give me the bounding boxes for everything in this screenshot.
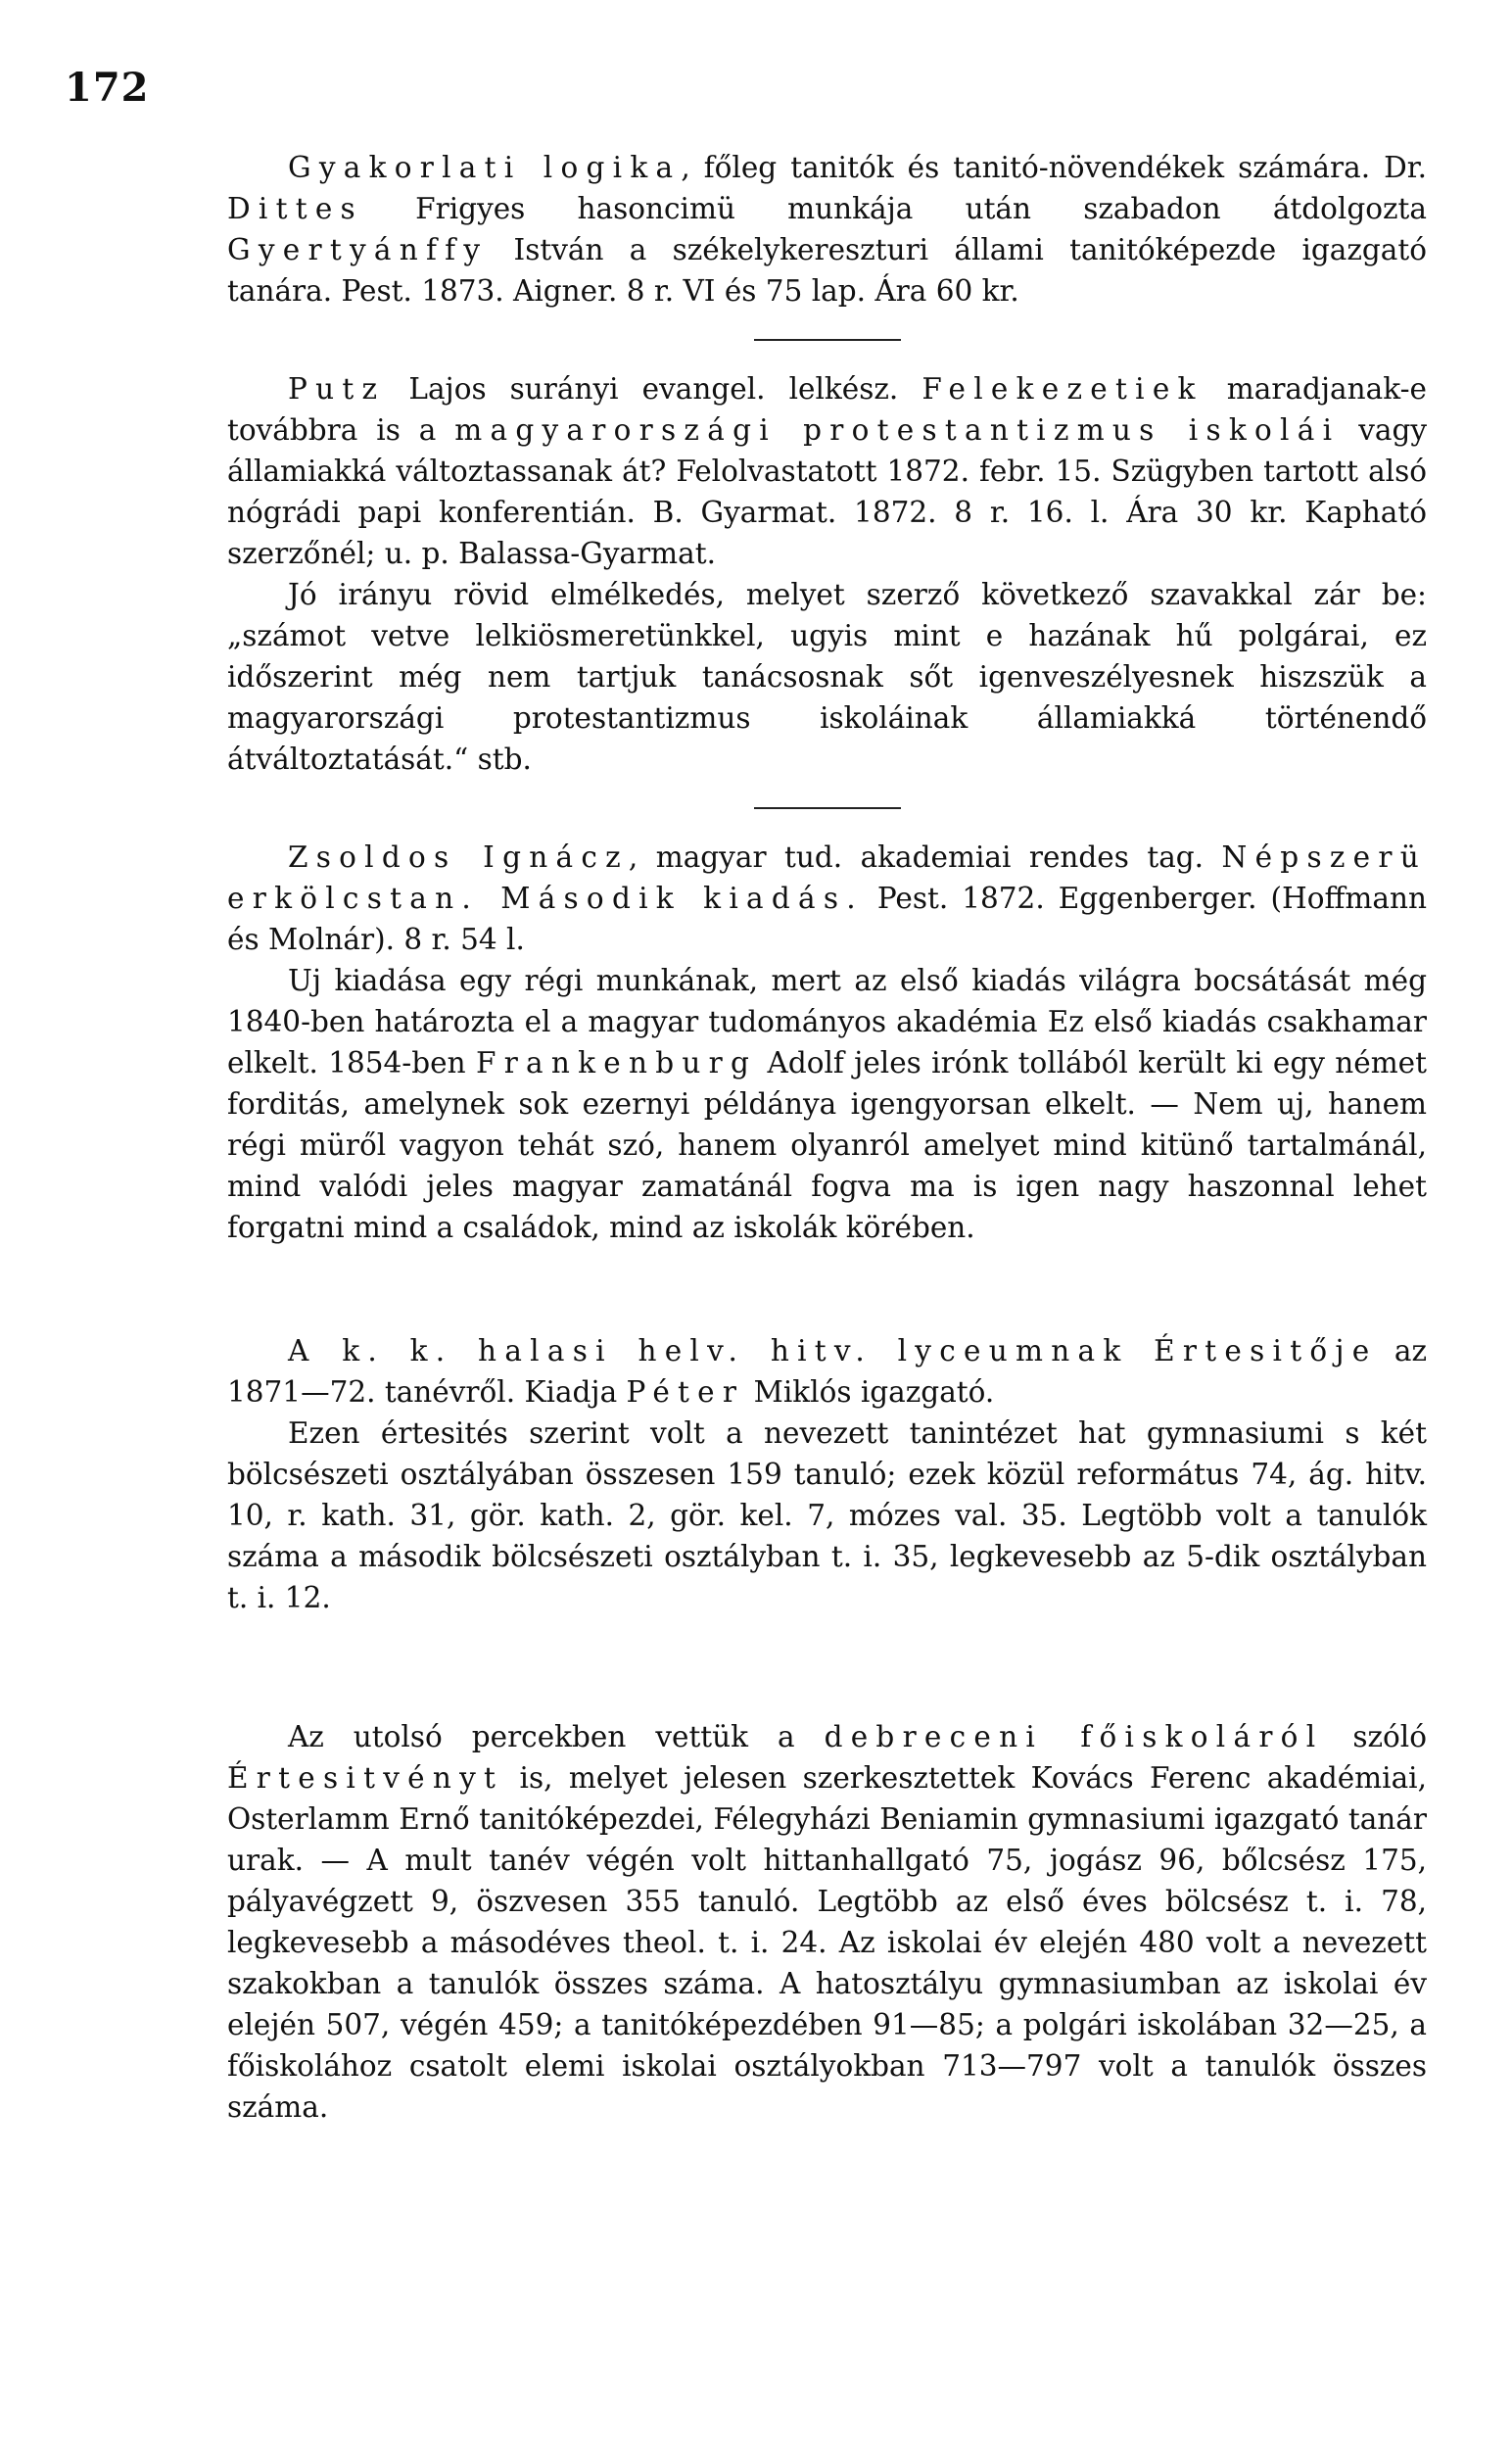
section-gap xyxy=(227,1618,1427,1716)
entry-paragraph xyxy=(227,1330,1427,1413)
entry-text: Adolf jeles irónk tollából került ki egy német forditás, amelynek sok ezernyi példánya igengyorsan elkelt. — Nem uj, hanem régi müről vagyon tehát szó, hanem olyanról amelyet mind kitünő tartalmánál, mind valódi jeles magyar zamatánál fogva ma is igen nagy haszonnal lehet forgatni mind a családok, mind az iskolák körében. xyxy=(227,1046,1427,1244)
entry-paragraph xyxy=(227,837,1427,960)
entry-putz-lajos xyxy=(227,368,1427,780)
entry-text: Uj kiadása egy régi munkának, mert az első kiadás világra bocsátását még 1840-ben határozta el a magyar tudományos akadémia Ez első kiadás csakhamar elkelt. 1854-ben xyxy=(227,964,1427,1079)
page-content xyxy=(227,147,1427,2128)
author-name: Gyertyánffy xyxy=(227,233,489,266)
section-divider xyxy=(754,339,901,341)
entry-text: vagy államiakká változtassanak át? Felolvastatott 1872. febr. 15. Szügyben tartott alsó nógrádi papi konferentián. B. Gyarmat. 1872. 8 r. 16. l. Ára 30 kr. Kapható szerzőnél; u. p. Balassa-Gyarmat. xyxy=(227,413,1427,570)
entry-text: , főleg tanitók és tanitó-növendékek számára. Dr. xyxy=(681,151,1427,184)
entry-text: Az utolsó percekben vettük a xyxy=(288,1720,825,1753)
entry-paragraph xyxy=(227,147,1427,312)
entry-paragraph: Ezen értesités szerint volt a nevezett tanintézet hat gymnasiumi s két bölcsészeti osztályában összesen 159 tanuló; ezek közül református 74, ág. hitv. 10, r. kath. 31, gör. kath. 2, gör. kel. 7, mózes val. 35. Legtöbb volt a tanulók száma a második bölcsészeti osztályban t. i. 35, legkevesebb az 5-dik osztályban t. i. 12. xyxy=(227,1416,1427,1614)
author-name: Péter xyxy=(626,1375,745,1409)
entry-text: Miklós igazgató. xyxy=(744,1375,995,1409)
entry-text: szóló xyxy=(1323,1720,1428,1753)
author-name: Zsoldos Ignácz xyxy=(288,840,629,874)
entry-halasi-lyceum xyxy=(227,1330,1427,1618)
page-number: 172 xyxy=(65,65,150,111)
entry-title: magyarországi protestantizmus iskolái xyxy=(454,413,1341,447)
entry-paragraph xyxy=(227,960,1427,1248)
entry-gyakorlati-logika xyxy=(227,147,1427,312)
author-name: Frankenburg xyxy=(475,1046,758,1079)
section-gap xyxy=(227,1248,1427,1330)
entry-text: az 1871—72. tanévről. Kiadja xyxy=(227,1334,1427,1409)
entry-text: , magyar tud. akademiai rendes tag. xyxy=(628,840,1222,874)
author-name: Dittes xyxy=(227,192,363,225)
entry-text: Pest. 1872. Eggenberger. (Hoffmann és Molnár). 8 r. 54 l. xyxy=(227,882,1427,956)
entry-title: Népszerü erkölcstan. Második kiadás. xyxy=(227,840,1427,915)
entry-title: Felekezetiek xyxy=(921,372,1204,406)
entry-text: Lajos surányi evangel. lelkész. xyxy=(385,372,922,406)
author-name: Putz xyxy=(288,372,386,406)
section-divider xyxy=(754,807,901,809)
entry-title: A k. k. halasi helv. hitv. lyceumnak Értesitője xyxy=(288,1334,1378,1367)
entry-text: maradjanak-e továbbra is a xyxy=(227,372,1427,447)
entry-title: Értesitvényt xyxy=(227,1761,504,1795)
entry-text: Frigyes hasoncimü munkája után szabadon átdolgozta xyxy=(362,192,1427,225)
entry-debreceni-foiskola xyxy=(227,1716,1427,2128)
entry-paragraph xyxy=(227,1716,1427,2128)
entry-paragraph xyxy=(227,368,1427,574)
entry-paragraph: Jó irányu rövid elmélkedés, melyet szerző következő szavakkal zár be: „számot vetve lelkiösmeretünkkel, ugyis mint e hazának hű polgárai, ez időszerint még nem tartjuk tanácsosnak sőt igenveszélyesnek hiszszük a magyarországi protestantizmus iskoláinak államiakká történendő átváltoztatását.“ stb. xyxy=(227,578,1427,776)
entry-text: István a székelykereszturi állami tanitóképezde igazgató tanára. Pest. 1873. Aigner. 8 r. VI és 75 lap. Ára 60 kr. xyxy=(227,233,1427,308)
entry-title: Gyakorlati logika xyxy=(288,151,682,184)
entry-title: debreceni főiskoláról xyxy=(824,1720,1324,1753)
entry-text: is, melyet jelesen szerkesztettek Kovács Ferenc akadémiai, Osterlamm Ernő tanitóképezdei, Félegyházi Beniamin gymnasiumi igazgató tanár urak. — A mult tanév végén volt hittanhallgató 75, jogász 96, bőlcsész 175, pályavégzett 9, öszvesen 355 tanuló. Legtöbb az első éves bölcsész t. i. 78, legkevesebb a másodéves theol. t. i. 24. Az iskolai év elején 480 volt a nevezett szakokban a tanulók összes száma. A hatosztályu gymnasiumban az iskolai év elején 507, végén 459; a tanitóképezdében 91—85; a polgári iskolában 32—25, a főiskolához csatolt elemi iskolai osztályokban 713—797 volt a tanulók összes száma. xyxy=(227,1761,1427,2124)
entry-zsoldos-ignacz xyxy=(227,837,1427,1248)
